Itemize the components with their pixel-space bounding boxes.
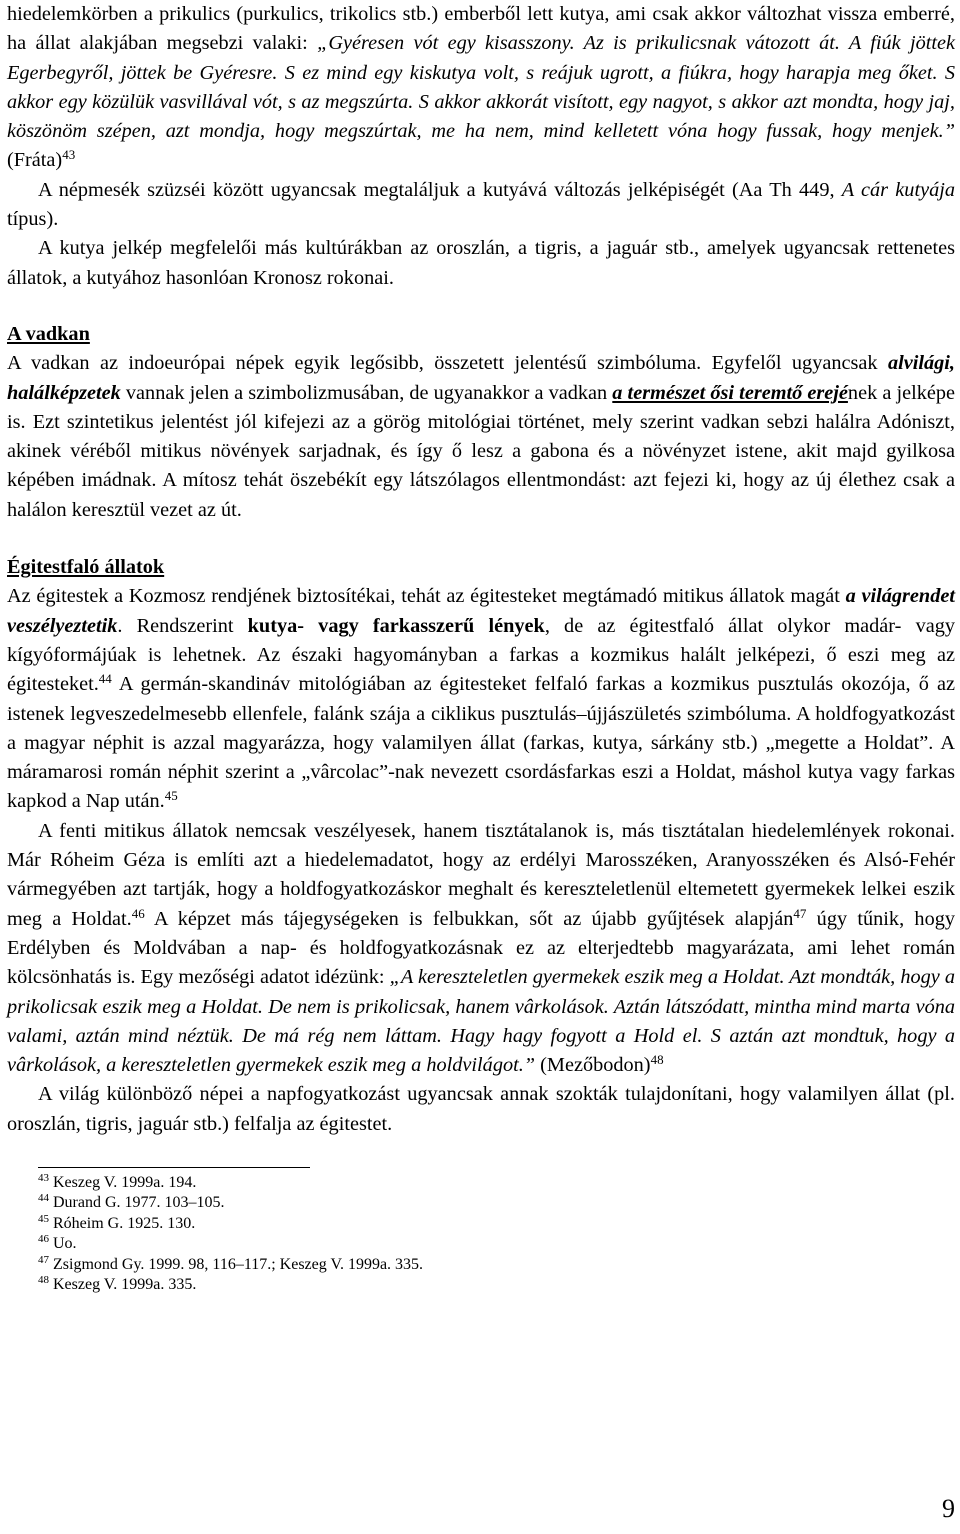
text-run: (Mezőbodon) [535,1054,651,1077]
text-run: A germán-skandináv mitológiában az égitesteket felfaló farkas a kozmikus pusztulás okozója, ő az istenek legveszedelmesebb ellenfele, falánk szája a ciklikus pusztulás–újjászületés szimbóluma. A holdfogyatkozást a magyar néphit is azzal magyarázza, hogy valamilyen állat (farkas, kutya, sárkány stb.) „megette a Holdat”. A máramarosi román néphit szerint a „vârcolac”-nak nevezett csordásfarkas eszi a Holdat, máshol kutya vagy farkas kapkod a Nap után. [7,673,955,813]
footnote-45: $^{45}$ Róheim G. 1925. 130. [38,1212,196,1232]
text-run: Az égitestek a Kozmosz rendjének biztosítékai, tehát az égitesteket megtámadó mitikus állatok magát [7,585,846,608]
footnote-ref-43[interactable]: 43 [62,147,76,163]
paragraph-vadkan [7,349,955,525]
footnote-ref-48[interactable]: 48 [650,1052,664,1068]
footnote-ref-47[interactable]: 47 [793,905,807,921]
paragraph-nepmesek [7,176,955,235]
paragraph-kutya-jelkep: A kutya jelkép megfelelői más kultúrákban az oroszlán, a tigris, a jaguár stb., amelyek ugyancsak rettenetes állatok, a kutyához hasonlóan Kronosz rokonai. [7,237,955,289]
quote-italic: „Gyéresen vót egy kisasszony. Az is prikulicsnak vátozott át. A fiúk jöttek Egerbegyről, jöttek be Gyéresre. S ez mind egy kiskutya volt, s reájuk ugrott, a fiúkra, hogy harapja meg őket. S akkor egy közülük vasvillával vót, s az megszúrta. S akkor akkorát visított, egy nagyot, s akkor azt mondta, hogy jaj, köszönöm szépen, azt mondja, hogy megszúrtak, me ha nem, mind kelletett vóna hogy fussak, hogy menjek.” [7,32,956,143]
document-page [7,0,955,1295]
footnote-47: $^{47}$ Zsigmond Gy. 1999. 98, 116–117.; Keszeg V. 1999a. 335. [38,1253,424,1273]
emphasis-bold-italic: a világrendet veszélyeztetik [7,585,955,637]
text-run: . Rendszerint [117,614,248,637]
text-run: A népmesék szüzséi között ugyancsak megtaláljuk a kutyává változás jelképiségét (Aa Th 449, [38,178,842,201]
tale-title-italic: A cár kutyája [841,178,955,201]
paragraph-tisztatalan [7,817,955,1081]
footnote-ref-44[interactable]: 44 [98,671,112,687]
text-run: A képzet más tájegységeken is felbukkan, sőt az újabb gyűjtések alapján [144,907,794,930]
text-run: (Fráta) [7,149,63,172]
emphasis-underlined: a természet ősi teremtő erejé [612,381,848,404]
paragraph-egitestfalo [7,582,955,816]
footnote-43: $^{43}$ Keszeg V. 1999a. 194. [38,1171,197,1191]
section-heading-egitestfalo: Égitestfaló állatok [7,556,165,579]
section-heading-vadkan: A vadkan [7,322,90,345]
footnote-48: $^{48}$ Keszeg V. 1999a. 335. [38,1274,197,1294]
quote-italic: „A kereszteletlen gyermekek eszik meg a Holdat. Azt mondták, hogy a prikolicsak eszik meg a Holdat. De nem is prikolicsak, hanem vârkolások. Aztán látszódatt, mintha mind marta vóna valami, aztán mind néztük. De má rég nem láttam. Hagy hagy fogyott a Hold el. S aztán azt mondtuk, hogy a vârkolások, a kereszteletlen gyermekek eszik meg a holdvilágot.” [7,966,955,1077]
footnote-ref-46[interactable]: 46 [131,905,145,921]
emphasis-bold-italic: alvilági, halálképzetek [7,352,955,404]
emphasis-bold: kutya- vagy farkasszerű lények [247,614,545,637]
text-run: úgy tűnik, hogy Erdélyben és Moldvában a nap- és holdfogyatkozásnak ez az elterjedtebb magyarázata, ami lehet román kölcsönhatás is. Egy mezőségi adatot idézünk: [7,907,955,989]
text-run: A vadkan az indoeurópai népek egyik legősibb, összetett jelentésű szimbóluma. Egyfelől ugyancsak [7,352,888,375]
footnote-46: $^{46}$ Uo. [38,1233,77,1253]
text-run: típus). [7,208,59,231]
footnote-ref-45[interactable]: 45 [164,788,178,804]
footnote-divider [38,1167,310,1168]
text-run: , de az égitestfaló állat olykor madár- vagy kígyóformájúak is lehetnek. Az északi hagyományban a farkas a kozmikus halált jelképezi, ő eszi meg az égitesteket. [7,614,955,696]
footnote-44: $^{44}$ Durand G. 1977. 103–105. [38,1192,225,1212]
paragraph-napfogyatkozas: A világ különböző népei a napfogyatkozást ugyancsak annak szokták tulajdonítani, hogy valamilyen állat (pl. oroszlán, tigris, jaguár stb.) felfalja az égitestet. [7,1083,955,1135]
footnotes [7,1173,955,1295]
text-run: A fenti mitikus állatok nemcsak veszélyesek, hanem tisztátalanok is, más tisztátalan hiedelemlények rokonai. Már Róheim Géza is említi azt a hiedelemadatot, hogy az erdélyi Marosszéken, Aranyosszéken és Alsó-Fehér vármegyében azt tartják, hogy a holdfogyatkozáskor meghalt és kereszteletlenül eltemetett gyermekek lelkei eszik meg a Holdat. [7,819,955,930]
paragraph-prikulics [7,0,955,176]
text-run: hiedelemkörben a prikulics (purkulics, trikolics stb.) emberből lett kutya, ami csak akkor változhat vissza emberré, ha állat alakjában megsebzi valaki: [7,3,955,55]
text-run: vannak jelen a szimbolizmusában, de ugyanakkor a vadkan [120,381,613,404]
text-run: nek a jelképe is. Ezt szintetikus jelentést jól kifejezi az a görög mitológiai történet, mely szerint vadkan sebzi halálra Adóniszt, akinek véréből mitikus növények sarjadnak, és így ő lesz a gabona és a növényzet istene, akit majd gyilkosa képében imádnak. A mítosz tehát öszebékít egy látszólagos ellentmondást: azt fejezi ki, hogy az új élethez csak a halálon keresztül vezet az út. [7,381,955,521]
page-number: 9 [942,1494,955,1523]
